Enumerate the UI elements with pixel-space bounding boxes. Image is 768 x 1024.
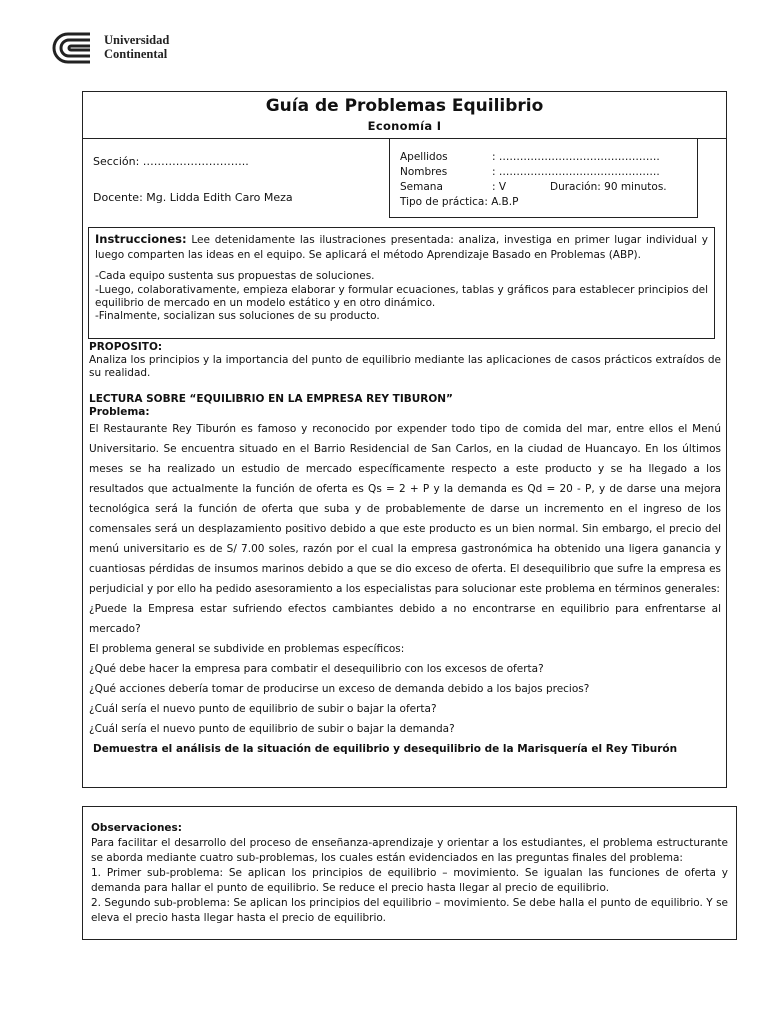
observations-paragraph-2: 1. Primer sub-problema: Se aplican los principios de equilibrio – movimiento. Se igualan las funciones de oferta y demanda para hallar el punto de equilibrio. Se reduce el precio hasta llegar al precio de equilibrio.	[91, 867, 728, 894]
student-info-box	[389, 138, 698, 218]
lectura-heading: LECTURA SOBRE “EQUILIBRIO EN LA EMPRESA REY TIBURON”	[89, 393, 453, 405]
apellidos-value: : ……………………………………….	[492, 151, 660, 163]
proposito-heading: PROPOSITO:	[89, 341, 163, 353]
logo-line-1: Universidad	[104, 33, 170, 47]
apellidos-row	[400, 151, 660, 163]
university-logo	[50, 30, 180, 66]
problema-heading: Problema:	[89, 406, 150, 418]
logo-text	[104, 33, 169, 61]
apellidos-label: Apellidos	[400, 151, 448, 163]
instructions-item-1: -Cada equipo sustenta sus propuestas de soluciones.	[95, 270, 375, 282]
question-2: ¿Qué acciones debería tomar de producirse un exceso de demanda debido a los bajos precios?	[89, 683, 590, 695]
instructions-intro	[95, 232, 708, 263]
observations-heading: Observaciones:	[91, 822, 183, 834]
page-subtitle: Economía I	[367, 119, 442, 133]
question-general: ¿Puede la Empresa estar sufriendo efectos cambiantes debido a no encontrarse en equilibrio para enfrentarse al mercado?	[89, 603, 721, 635]
document-body	[89, 341, 721, 759]
nombres-label: Nombres	[400, 166, 448, 178]
semana-row	[400, 181, 667, 193]
instructions-item-2: -Luego, colaborativamente, empieza elaborar y formular ecuaciones, tablas y gráficos para establecer principios del equilibrio de mercado en un modelo estático y en otro dinámico.	[95, 284, 708, 309]
duracion-text: Duración: 90 minutos.	[550, 181, 667, 193]
instructions-heading: Instrucciones:	[95, 232, 187, 246]
proposito-text: Analiza los principios y la importancia del punto de equilibrio mediante las aplicaciones de casos prácticos extraídos de su realidad.	[89, 354, 721, 379]
docente-field: Docente: Mg. Lidda Edith Caro Meza	[93, 191, 293, 204]
problema-paragraph: El Restaurante Rey Tiburón es famoso y reconocido por expender todo tipo de comida del mar, entre ellos el Menú Universitario. Se encuentra situado en el Barrio Residencial de San Carlos, en la ciudad de Huancayo. En los últimos meses se ha realizado un estudio de mercado específicamente respecto a este producto y se ha llegado a los resultados que actualmente la función de oferta es Qs = 2 + P y la demanda es Qd = 20 - P, y de darse una mejora tecnológica será la función de oferta que suba y de probablemente de darse un incremento en el ingreso de los comensales será un desplazamiento positivo debido a que este producto es un bien normal. Sin embargo, el precio del menú universitario es de S/ 7.00 soles, razón por el cual la empresa gastronómica ha obtenido una ligera ganancia y cuantiosas pérdidas de insumos marinos debido a que se dio exceso de oferta. El desequilibrio que sufre la empresa es perjudicial y por ello ha pedido asesoramiento a los especialistas para solucionar este problema en términos generales:	[89, 423, 721, 595]
semana-label: Semana	[400, 181, 443, 193]
question-3: ¿Cuál sería el nuevo punto de equilibrio de subir o bajar la oferta?	[89, 703, 437, 715]
nombres-row	[400, 166, 660, 178]
semana-value: : V	[492, 181, 507, 193]
observations-box	[82, 806, 737, 940]
main-document-frame	[82, 91, 727, 788]
page-title: Guía de Problemas Equilibrio	[265, 96, 544, 116]
nombres-value: : ……………………………………….	[492, 166, 660, 178]
tipo-practica: Tipo de práctica: A.B.P	[400, 196, 519, 208]
instructions-item-3: -Finalmente, socializan sus soluciones de su producto.	[95, 310, 380, 322]
question-4: ¿Cuál sería el nuevo punto de equilibrio de subir o bajar la demanda?	[89, 723, 455, 735]
instructions-box	[88, 227, 715, 339]
observations-paragraph-3: 2. Segundo sub-problema: Se aplican los principios del equilibrio – movimiento. Se debe halla el punto de equilibrio. Y se eleva el precio hasta llegar hasta el precio de equilibrio.	[91, 897, 728, 924]
instructions-text: Lee detenidamente las ilustraciones presentada: analiza, investiga en primer lugar individual y luego comparten las ideas en el equipo. Se aplicará el método Aprendizaje Basado en Problemas (ABP).	[95, 234, 708, 261]
logo-line-2: Continental	[104, 47, 168, 61]
problema-subdivide: El problema general se subdivide en problemas específicos:	[89, 643, 405, 655]
question-1: ¿Qué debe hacer la empresa para combatir el desequilibrio con los excesos de oferta?	[89, 663, 544, 675]
logo-c-icon	[50, 30, 96, 66]
closing-statement: Demuestra el análisis de la situación de equilibrio y desequilibrio de la Marisquería el Rey Tiburón	[93, 743, 678, 755]
seccion-field: Sección: ………………………..	[93, 155, 249, 168]
course-info	[93, 155, 293, 227]
observations-paragraph-1: Para facilitar el desarrollo del proceso de enseñanza-aprendizaje y orientar a los estudiantes, el problema estructurante se aborda mediante cuatro sub-problemas, los cuales están evidenciados en las preguntas finales del problema:	[91, 837, 728, 864]
